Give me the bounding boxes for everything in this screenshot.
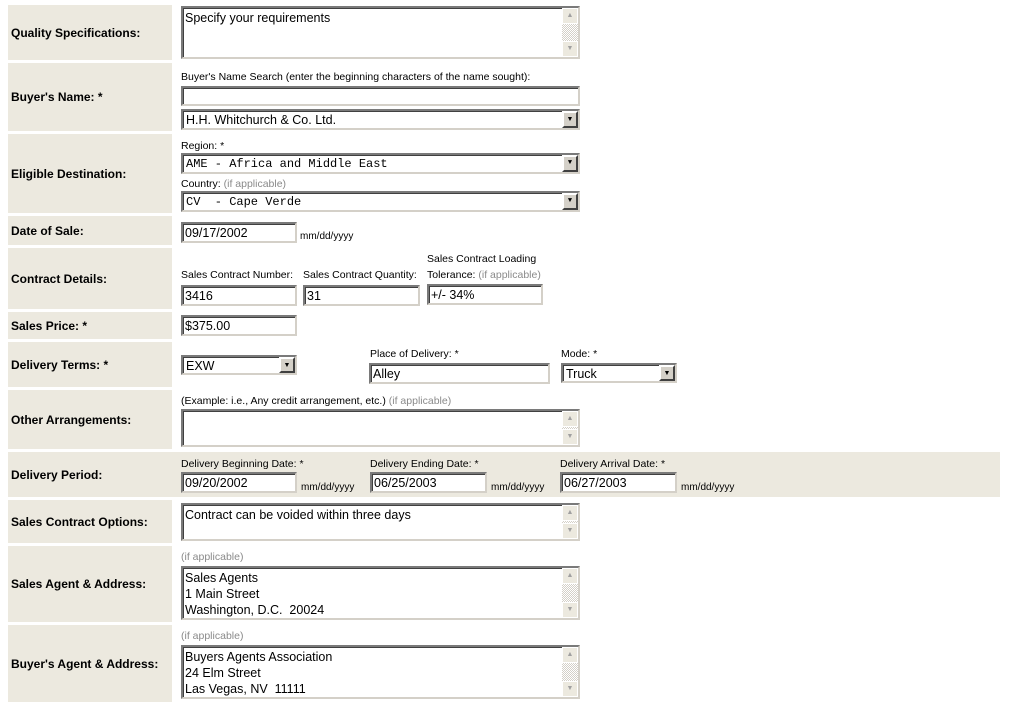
- place-of-delivery-input[interactable]: Alley: [369, 363, 550, 384]
- mode-caption: Mode: *: [561, 348, 598, 360]
- delivery-terms-select[interactable]: EXW ▼: [181, 355, 297, 375]
- contract-quantity-caption: Sales Contract Quantity:: [303, 269, 417, 281]
- contract-number-caption: Sales Contract Number:: [181, 269, 294, 281]
- label-delivery-terms: Delivery Terms: *: [8, 342, 172, 387]
- arrival-date-caption: Delivery Arrival Date: *: [560, 458, 666, 470]
- loading-tolerance-input[interactable]: +/- 34%: [427, 284, 543, 305]
- chevron-down-icon[interactable]: ▼: [659, 365, 675, 381]
- other-arrangements-textarea[interactable]: [181, 409, 580, 447]
- scroll-down-icon[interactable]: ▼: [562, 681, 578, 697]
- label-destination: Eligible Destination:: [8, 134, 172, 213]
- label-other: Other Arrangements:: [8, 390, 172, 449]
- region-select[interactable]: AME - Africa and Middle East ▼: [181, 153, 580, 174]
- scrollbar[interactable]: [562, 411, 578, 445]
- contract-number-input[interactable]: 3416: [181, 285, 297, 306]
- scroll-down-icon[interactable]: ▼: [562, 429, 578, 445]
- scroll-up-icon[interactable]: ▲: [562, 8, 578, 24]
- begin-date-caption: Delivery Beginning Date: *: [181, 458, 304, 470]
- quality-specifications-textarea[interactable]: Specify your requirements ▲ ▼: [181, 6, 580, 59]
- sales-price-input[interactable]: $375.00: [181, 315, 297, 336]
- country-caption: Country: (if applicable): [181, 178, 287, 190]
- label-buyers-agent: Buyer's Agent & Address:: [8, 625, 172, 702]
- scrollbar[interactable]: [562, 8, 578, 57]
- place-of-delivery-caption: Place of Delivery: *: [370, 348, 459, 360]
- arrival-date-input[interactable]: 06/27/2003: [560, 472, 677, 493]
- label-delivery-period: Delivery Period:: [8, 452, 172, 497]
- scroll-up-icon[interactable]: ▲: [562, 505, 578, 521]
- other-caption: (Example: i.e., Any credit arrangement, etc.) (if applicable): [181, 395, 452, 407]
- buyer-search-caption: Buyer's Name Search (enter the beginning characters of the name sought):: [181, 71, 531, 83]
- label-buyer: Buyer's Name: *: [8, 63, 172, 131]
- scroll-up-icon[interactable]: ▲: [562, 647, 578, 663]
- chevron-down-icon[interactable]: ▼: [562, 111, 578, 128]
- region-caption: Region: *: [181, 140, 225, 152]
- mode-select[interactable]: Truck ▼: [561, 363, 677, 383]
- chevron-down-icon[interactable]: ▼: [562, 155, 578, 172]
- buyer-search-input[interactable]: [181, 86, 580, 106]
- buyers-agent-textarea[interactable]: Buyers Agents Association 24 Elm Street Las Vegas, NV 11111 ▲ ▼: [181, 645, 580, 699]
- date-format-hint: mm/dd/yyyy: [491, 482, 545, 493]
- scroll-up-icon[interactable]: ▲: [562, 568, 578, 584]
- scroll-up-icon[interactable]: ▲: [562, 411, 578, 427]
- date-format-hint: mm/dd/yyyy: [300, 231, 354, 242]
- scroll-down-icon[interactable]: ▼: [562, 41, 578, 57]
- tolerance-caption: Sales Contract Loading: [427, 253, 537, 265]
- buyers-agent-hint: (if applicable): [181, 630, 244, 642]
- label-contract: Contract Details:: [8, 248, 172, 309]
- chevron-down-icon[interactable]: ▼: [562, 193, 578, 210]
- scrollbar[interactable]: [562, 505, 578, 539]
- sales-agent-textarea[interactable]: Sales Agents 1 Main Street Washington, D.C. 20024 ▲ ▼: [181, 566, 580, 620]
- label-date-of-sale: Date of Sale:: [8, 216, 172, 245]
- sales-contract-options-textarea[interactable]: Contract can be voided within three days ▲ ▼: [181, 503, 580, 541]
- begin-date-input[interactable]: 09/20/2002: [181, 472, 297, 493]
- buyer-name-select[interactable]: H.H. Whitchurch & Co. Ltd. ▼: [181, 109, 580, 130]
- date-format-hint: mm/dd/yyyy: [301, 482, 355, 493]
- tolerance-caption-2: Tolerance: (if applicable): [427, 269, 541, 281]
- label-price: Sales Price: *: [8, 312, 172, 339]
- label-sales-agent: Sales Agent & Address:: [8, 546, 172, 622]
- scroll-down-icon[interactable]: ▼: [562, 523, 578, 539]
- scrollbar[interactable]: [562, 568, 578, 618]
- label-quality: Quality Specifications:: [8, 5, 172, 60]
- country-select[interactable]: CV - Cape Verde ▼: [181, 191, 580, 212]
- label-options: Sales Contract Options:: [8, 500, 172, 543]
- end-date-input[interactable]: 06/25/2003: [370, 472, 487, 493]
- scroll-down-icon[interactable]: ▼: [562, 602, 578, 618]
- end-date-caption: Delivery Ending Date: *: [370, 458, 479, 470]
- scrollbar[interactable]: [562, 647, 578, 697]
- chevron-down-icon[interactable]: ▼: [279, 357, 295, 373]
- date-of-sale-input[interactable]: 09/17/2002: [181, 222, 297, 243]
- date-format-hint: mm/dd/yyyy: [681, 482, 735, 493]
- sales-agent-hint: (if applicable): [181, 551, 244, 563]
- contract-quantity-input[interactable]: 31: [303, 285, 420, 306]
